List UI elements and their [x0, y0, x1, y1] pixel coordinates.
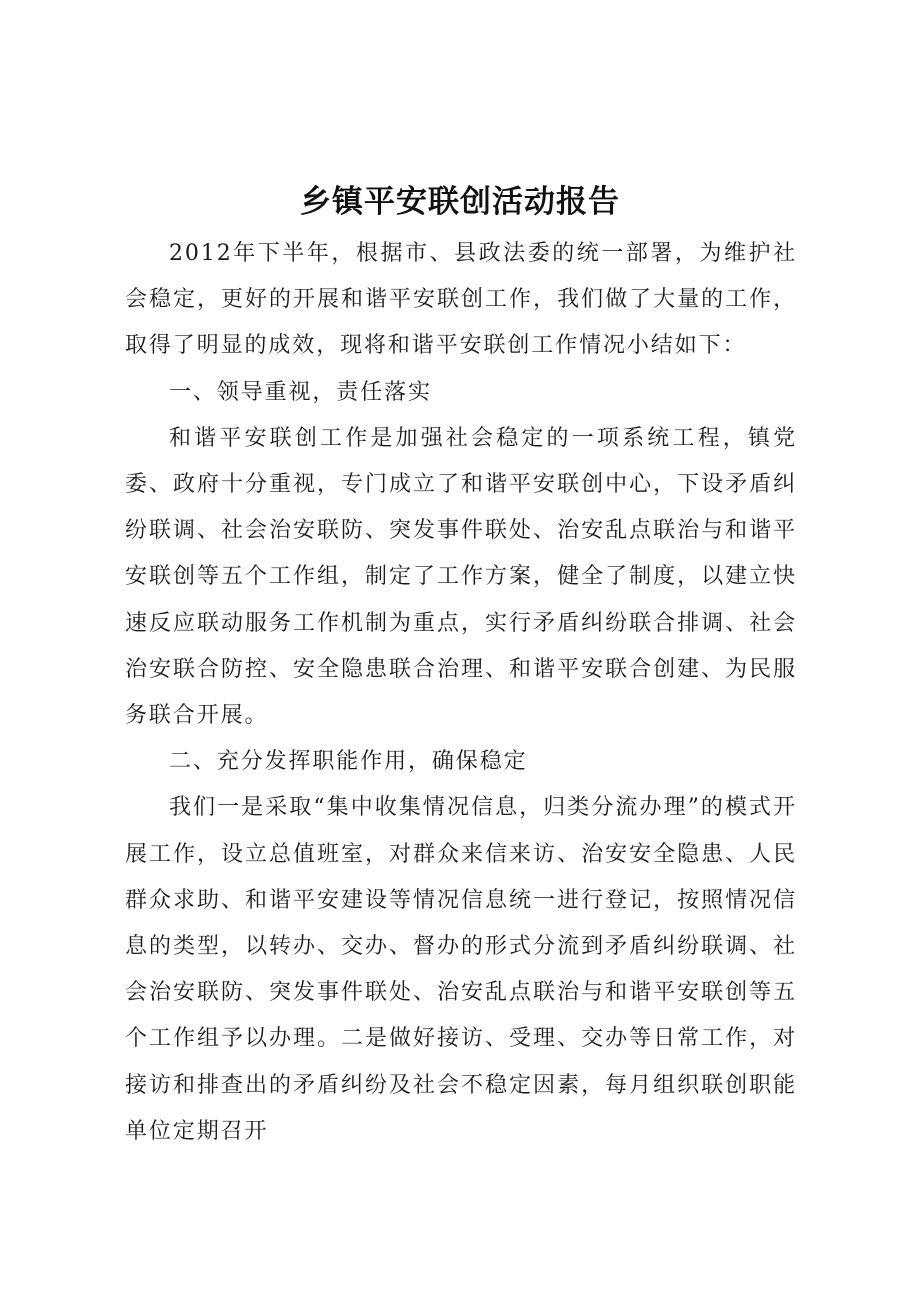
section-2-paragraph: 我们一是采取“集中收集情况信息，归类分流办理”的模式开展工作，设立总值班室，对群众来信来访、治安安全隐患、人民群众求助、和谐平安建设等情况信息统一进行登记，按照情况信息的类型，以转办、交办、督办的形式分流到矛盾纠纷联调、社会治安联防、突发事件联处、治安乱点联治与和谐平安联创等五个工作组予以办理。二是做好接访、受理、交办等日常工作，对接访和排查出的矛盾纠纷及社会不稳定因素，每月组织联创职能单位定期召开 — [125, 795, 797, 1144]
section-1-paragraph: 和谐平安联创工作是加强社会稳定的一项系统工程，镇党委、政府十分重视，专门成立了和谐平安联创中心，下设矛盾纠纷联调、社会治安联防、突发事件联处、治安乱点联治与和谐平安联创等五个工作组，制定了工作方案，健全了制度，以建立快速反应联动服务工作机制为重点，实行矛盾纠纷联合排调、社会治安联合防控、安全隐患联合治理、和谐平安联合创建、为民服务联合开展。 — [125, 425, 797, 729]
document-title: 乡镇平安联创活动报告 — [300, 184, 620, 220]
section-heading-2: 二、充分发挥职能作用，确保稳定 — [169, 749, 528, 775]
document-body — [125, 231, 797, 1155]
section-heading-1: 一、领导重视，责任落实 — [169, 379, 432, 405]
intro-paragraph: 2012年下半年，根据市、县政法委的统一部署，为维护社会稳定，更好的开展和谐平安联创工作，我们做了大量的工作，取得了明显的成效，现将和谐平安联创工作情况小结如下： — [125, 241, 797, 359]
